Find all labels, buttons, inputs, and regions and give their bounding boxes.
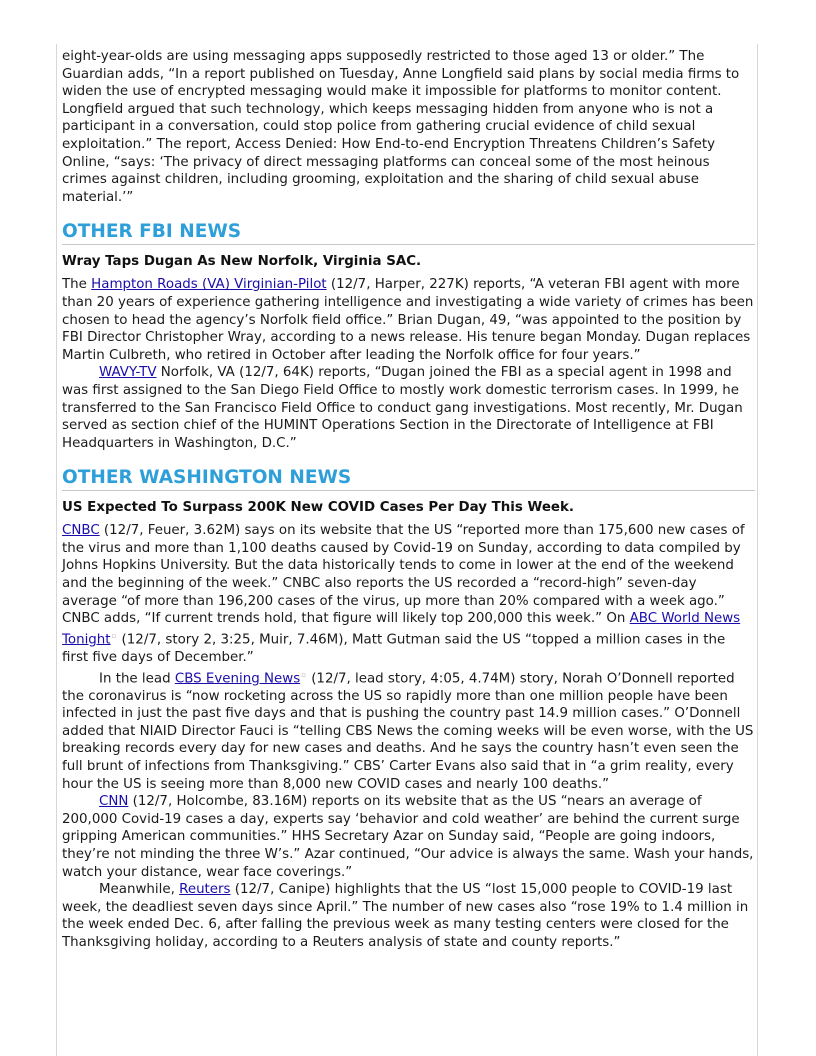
washington-p4-pre: Meanwhile, <box>99 882 180 898</box>
link-reuters[interactable]: Reuters <box>179 882 231 898</box>
fbi-headline: Wray Taps Dugan As New Norfolk, Virginia SAC. <box>62 254 422 270</box>
washington-p3-post: (12/7, Holcombe, 83.16M) reports on its website that as the US “nears an average of 200,000 Covid-19 cases a day, experts say ‘behavior and cold weather’ are behind the current surge gripping American communities.” HHS Secretary Azar on Sunday said, “People are going indoors, they’re not minding the three W’s.” Azar continued, “Our advice is always the same. Wash your hands, watch your distance, wear face coverings.” <box>62 794 754 880</box>
washington-headline: US Expected To Surpass 200K New COVID Cases Per Day This Week. <box>62 500 574 516</box>
link-cnbc[interactable]: CNBC <box>62 523 100 539</box>
link-cnn[interactable]: CNN <box>99 794 129 810</box>
washington-p1-post: (12/7, story 2, 3:25, Muir, 7.46M), Matt Gutman said the US “topped a million cases in the first five days of December.” <box>62 632 726 665</box>
washington-p1-mid: (12/7, Feuer, 3.62M) says on its website that the US “reported more than 175,600 new cases of the virus and more than 1,100 deaths caused by Covid-19 on Sunday, according to data compiled by Johns Hopkins University. But the data historically tends to come in lower at the end of the weekend and the beginning of the week.” CNBC also reports the US recorded a “record-high” seven-day average “of more than 196,200 cases of the virus, up more than 20% compared with a week ago.” CNBC adds, “If current trends hold, that figure will likely top 200,000 this week.” On <box>62 523 745 627</box>
link-wavy-tv[interactable]: WAVY-TV <box>99 365 157 381</box>
washington-paragraph-4 <box>62 881 755 951</box>
section-heading-washington: OTHER WASHINGTON NEWS <box>62 466 755 491</box>
link-cbs-evening-news[interactable]: CBS Evening News <box>174 670 301 686</box>
washington-paragraph-1 <box>62 522 755 666</box>
video-marker-icon: ▫ <box>301 670 306 679</box>
section-heading-fbi: OTHER FBI NEWS <box>62 220 755 245</box>
washington-p2-post: (12/7, lead story, 4:05, 4.74M) story, Norah O’Donnell reported the coronavirus is “now rocketing across the US so rapidly more than one million people have been infected in just the past five days and that is pushing the country past 14.9 million cases.” O’Donnell added that NIAID Director Fauci is “telling CBS News the coming weeks will be even worse, with the US breaking records every day for new cases and deaths. And he says the country hasn’t even seen the full brunt of infections from Thanksgiving.” CBS’ Carter Evans also said that in “a grim reality, every hour the US is seeing more than 8,000 new COVID cases and nearly 100 deaths.” <box>62 670 754 792</box>
video-marker-icon: ▫ <box>111 631 117 640</box>
fbi-p1-pre: The <box>62 277 92 293</box>
link-abc-world-news[interactable]: ABC World News Tonight <box>62 611 741 648</box>
washington-paragraph-2 <box>62 667 755 794</box>
washington-p2-pre: In the lead <box>99 670 175 686</box>
link-virginian-pilot[interactable]: Hampton Roads (VA) Virginian-Pilot <box>91 277 327 293</box>
intro-paragraph: eight-year-olds are using messaging apps supposedly restricted to those aged 13 or older.” The Guardian adds, “In a report published on Tuesday, Anne Longfield said plans by social media firms to widen the use of encrypted messaging would make it impossible for platforms to monitor content. Longfield argued that such technology, which keeps messaging hidden from anyone who is not a participant in a conversation, could stop police from gathering crucial evidence of child sexual exploitation.” The report, Access Denied: How End-to-end Encryption Threatens Children’s Safety Online, “says: ‘The privacy of direct messaging platforms can conceal some of the most heinous crimes against children, including grooming, exploitation and the sharing of child sexual abuse material.’” <box>62 49 740 205</box>
fbi-p1-post: (12/7, Harper, 227K) reports, “A veteran FBI agent with more than 20 years of experience gathering intelligence and investigating a wide variety of crimes has been chosen to head the agency’s Norfolk field office.” Brian Dugan, 49, “was appointed to the position by FBI Director Christopher Wray, according to a news release. His tenure began Monday. Dugan replaces Martin Culbreth, who retired in October after leading the Norfolk office for four years.” <box>62 277 754 363</box>
fbi-paragraph-1 <box>62 276 755 364</box>
washington-paragraph-3 <box>62 793 755 881</box>
washington-p4-post: (12/7, Canipe) highlights that the US “lost 15,000 people to COVID-19 last week, the deadliest seven days since April.” The number of new cases also “rose 19% to 1.4 million in the week ended Dec. 6, after falling the previous week as many testing centers were closed for the Thanksgiving holiday, according to a Reuters analysis of state and county reports.” <box>62 882 749 950</box>
fbi-paragraph-2 <box>62 364 755 452</box>
document-body <box>62 48 755 951</box>
fbi-p2-post: Norfolk, VA (12/7, 64K) reports, “Dugan joined the FBI as a special agent in 1998 and was first assigned to the San Diego Field Office to mostly work domestic terrorism cases. In 1999, he transferred to the San Francisco Field Office to conduct gang investigations. Most recently, Mr. Dugan served as section chief of the HUMINT Operations Section in the Directorate of Intelligence at FBI Headquarters in Washington, D.C.” <box>62 365 743 451</box>
